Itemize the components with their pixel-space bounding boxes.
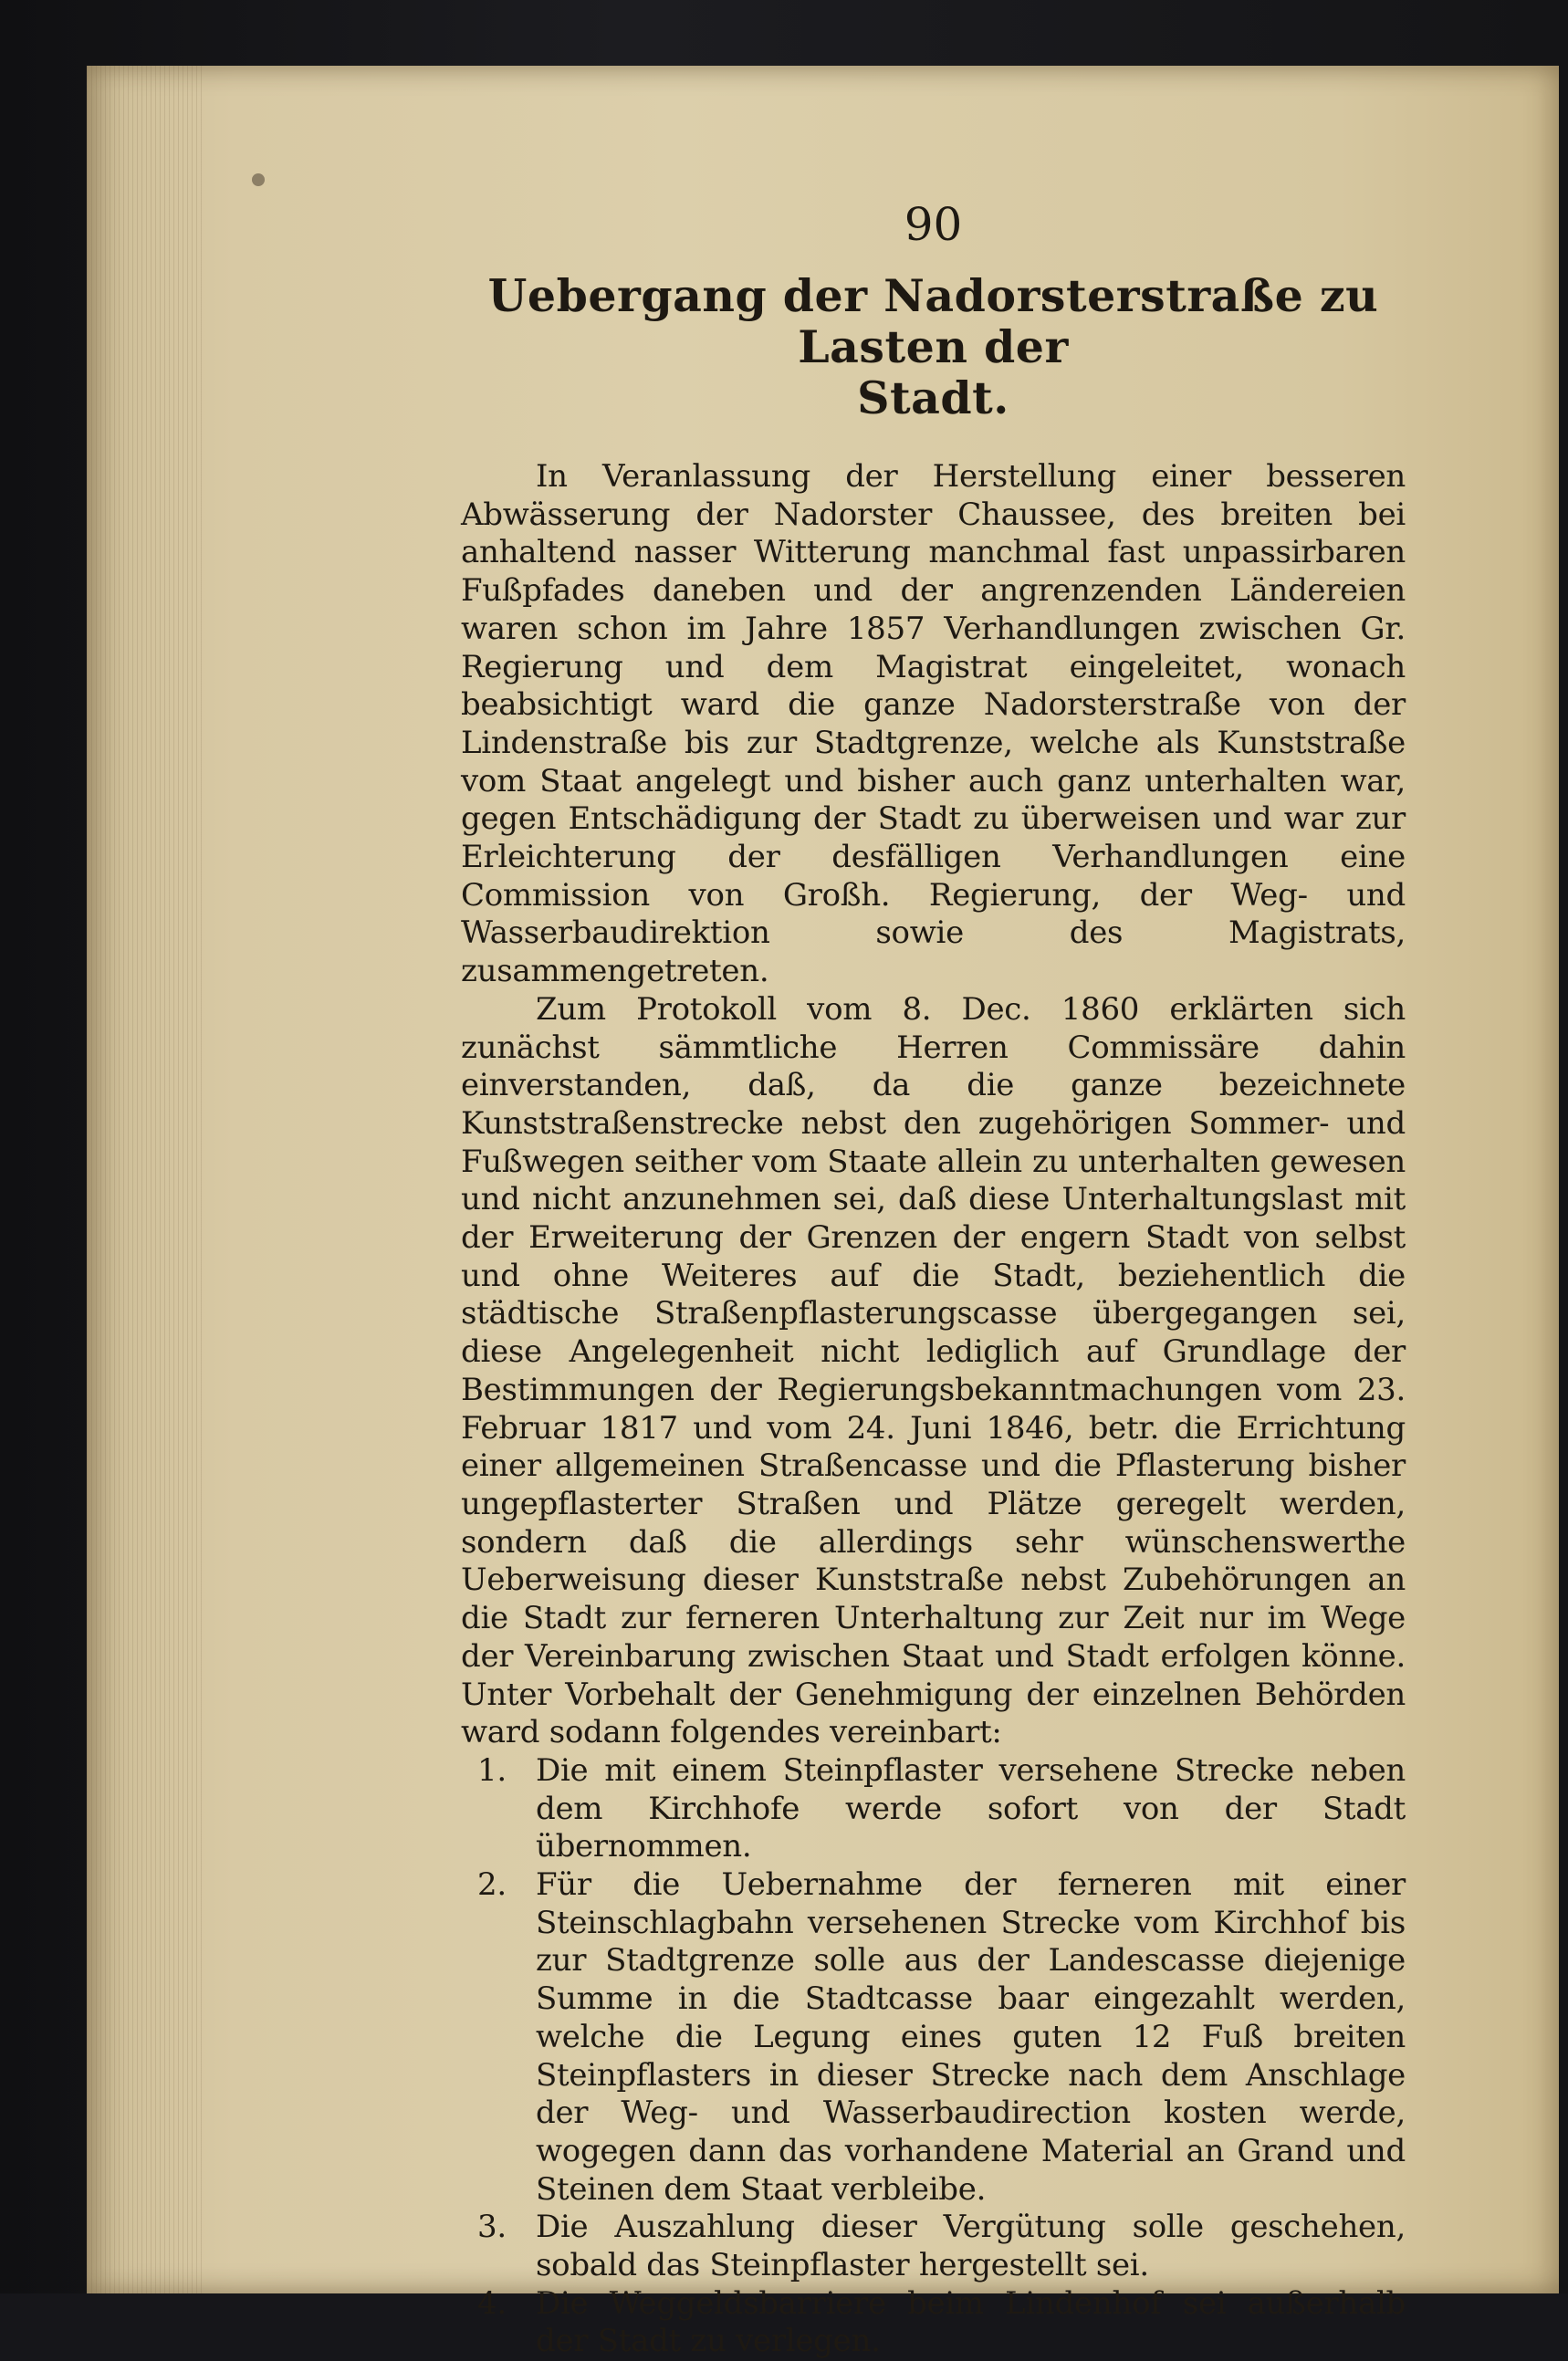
- list-item: [461, 2285, 1406, 2361]
- binding-hole: [252, 173, 265, 186]
- list-item-text: Die mit einem Steinpflaster versehene Strecke neben dem Kirchhofe werde sofort von der Stadt übernommen.: [536, 1751, 1406, 1865]
- body-paragraph-1: In Veranlassung der Herstellung einer besseren Abwässerung der Nadorster Chaussee, des breiten bei anhaltend nasser Witterung manchmal fast unpassirbaren Fußpfades daneben und der angrenzenden Ländereien waren schon im Jahre 1857 Verhandlungen zwischen Gr. Regierung und dem Magistrat eingeleitet, wonach beabsichtigt ward die ganze Nadorsterstraße von der Lindenstraße bis zur Stadtgrenze, welche als Kunststraße vom Staat angelegt und bisher auch ganz unterhalten war, gegen Entschädigung der Stadt zu überweisen und war zur Erleichterung der desfälligen Verhandlungen eine Commission von Großh. Regierung, der Weg- und Wasserbaudirektion sowie des Magistrats, zusammengetreten.: [461, 458, 1406, 990]
- list-item-number: 4.: [477, 2284, 507, 2322]
- page-content: [461, 197, 1406, 2361]
- agreement-list: [461, 1752, 1406, 2361]
- list-item-number: 3.: [477, 2209, 507, 2246]
- list-item-number: 1.: [477, 1751, 507, 1789]
- list-item: [461, 1752, 1406, 1866]
- list-item-text: Die Auszahlung dieser Vergütung solle geschehen, sobald das Steinpflaster hergestellt sei.: [536, 2209, 1406, 2284]
- list-item-number: 2.: [477, 1866, 507, 1904]
- list-item-text: Die Weggeldsbarriere beim Lindenhof sei außerhalb der Stadt zu verlegen.: [536, 2284, 1406, 2360]
- page-stack-edge: [87, 66, 205, 2293]
- list-item-text: Für die Uebernahme der ferneren mit einer Steinschlagbahn versehenen Strecke vom Kirchhof bis zur Stadtgrenze solle aus der Landescasse diejenige Summe in die Stadtcasse baar eingezahlt werden, welche die Legung eines guten 12 Fuß breiten Steinpflasters in dieser Strecke nach dem Anschlage der Weg- und Wasserbaudirection kosten werde, wogegen dann das vorhandene Material an Grand und Steinen dem Staat verbleibe.: [536, 1866, 1406, 2208]
- list-item: [461, 2209, 1406, 2284]
- section-title-line-2: Stadt.: [857, 371, 1009, 424]
- list-item: [461, 1866, 1406, 2209]
- section-title: [461, 270, 1406, 423]
- section-title-line-1: Uebergang der Nadorsterstraße zu Lasten der: [487, 269, 1379, 373]
- body-paragraph-2: Zum Protokoll vom 8. Dec. 1860 erklärten sich zunächst sämmtliche Herren Commissäre dahin einverstanden, daß, da die ganze bezeichnete Kunststraßenstrecke nebst den zugehörigen Sommer- und Fußwegen seither vom Staate allein zu unterhalten gewesen und nicht anzunehmen sei, daß diese Unterhaltungslast mit der Erweiterung der Grenzen der engern Stadt von selbst und ohne Weiteres auf die Stadt, beziehentlich die städtische Straßenpflasterungscasse übergegangen sei, diese Angelegenheit nicht lediglich auf Grundlage der Bestimmungen der Regierungsbekanntmachungen vom 23. Februar 1817 und vom 24. Juni 1846, betr. die Errichtung einer allgemeinen Straßencasse und die Pflasterung bisher ungepflasterter Straßen und Plätze geregelt werden, sondern daß die allerdings sehr wünschenswerthe Ueberweisung dieser Kunststraße nebst Zubehörungen an die Stadt zur ferneren Unterhaltung zur Zeit nur im Wege der Vereinbarung zwischen Staat und Stadt erfolgen könne. Unter Vorbehalt der Genehmigung der einzelnen Behörden ward sodann folgendes vereinbart:: [461, 990, 1406, 1751]
- page-number: 90: [904, 198, 963, 251]
